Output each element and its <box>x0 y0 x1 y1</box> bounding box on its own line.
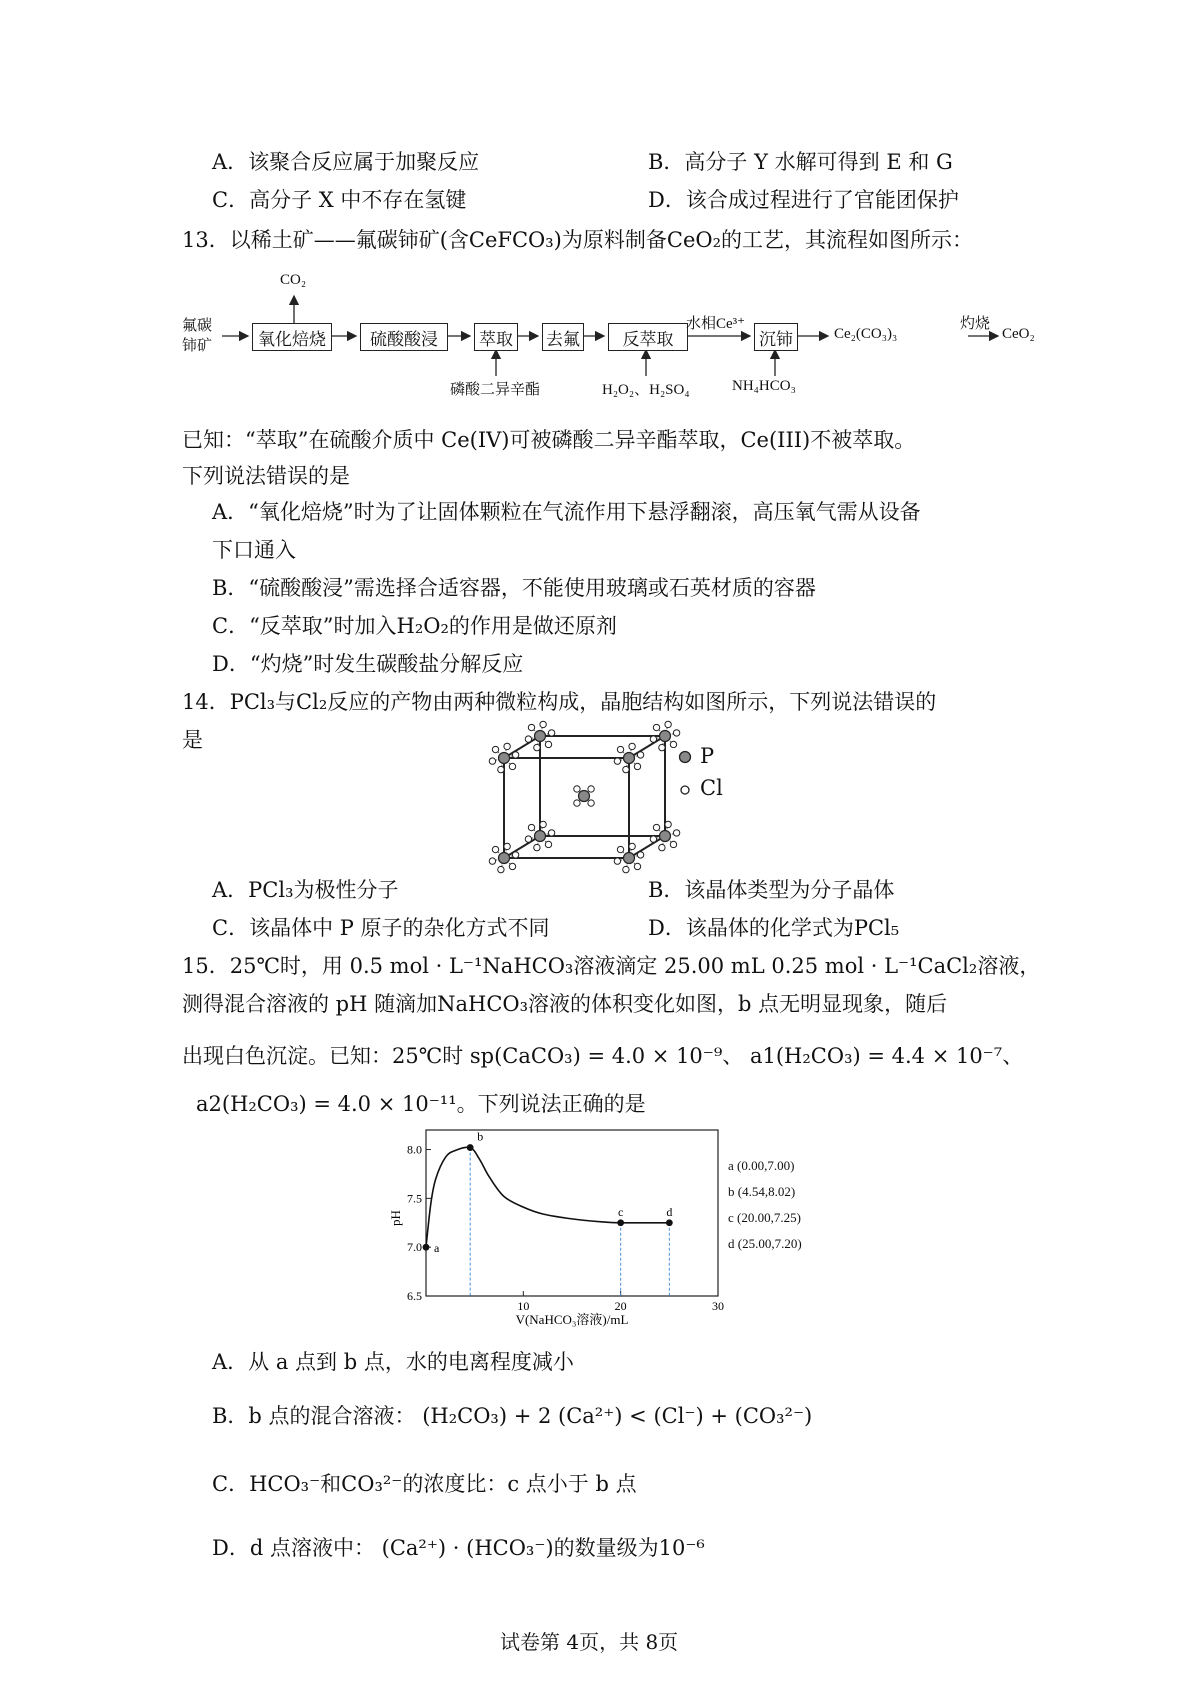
cl-atom <box>623 866 629 872</box>
q12-option-a: A．该聚合反应属于加聚反应 <box>212 150 480 174</box>
q15-option-d: D．d 点溶液中： (Ca²⁺) · (HCO₃⁻)的数量级为10⁻⁶ <box>212 1536 705 1560</box>
point-label-b: b <box>477 1129 484 1144</box>
cl-atom <box>637 852 643 858</box>
q13-stem: 13．以稀土矿——氟碳铈矿(含CeFCO₃)为原料制备CeO₂的工艺，其流程如图所示： <box>182 228 974 252</box>
cl-atom <box>540 821 546 827</box>
q13-option-d: D．“灼烧”时发生碳酸盐分解反应 <box>212 652 524 676</box>
cl-atom <box>665 721 671 727</box>
q13-option-c: C．“反萃取”时加入H₂O₂的作用是做还原剂 <box>212 614 617 638</box>
page-footer: 试卷第 4页，共 8页 <box>500 1630 679 1654</box>
flow-reagent-extractant: 磷酸二异辛酯 <box>450 382 541 398</box>
q13-ask: 下列说法错误的是 <box>182 464 350 488</box>
point-marker-d <box>666 1219 673 1226</box>
flow-aqueous-label: 水相Ce³⁺ <box>686 316 746 332</box>
flow-step-defluorination: 去氟 <box>542 323 584 351</box>
p-atom <box>579 791 590 802</box>
point-marker-b <box>467 1144 474 1151</box>
y-tick-label: 7.5 <box>407 1191 422 1206</box>
chart-note-b: b (4.54,8.02) <box>728 1184 796 1199</box>
chart-x-axis-label: V(NaHCO₃溶液)/mL <box>515 1312 629 1327</box>
point-label-d: d <box>666 1204 673 1219</box>
flow-product-ceo2: CeO₂ <box>1002 326 1035 342</box>
q15-option-c: C．HCO₃⁻和CO₃²⁻的浓度比：c 点小于 b 点 <box>212 1472 637 1496</box>
flow-step-ce-precipitation: 沉铈 <box>754 323 798 351</box>
pcl6-anion-corner <box>525 721 555 751</box>
cl-atom <box>534 844 540 850</box>
cl-atom <box>670 841 676 847</box>
pcl6-anion-corner <box>489 743 519 773</box>
cl-atom <box>629 843 635 849</box>
cl-atom <box>534 744 540 750</box>
cl-atom <box>540 721 546 727</box>
pcl6-anion-corner <box>614 843 644 873</box>
flow-step-back-extraction: 反萃取 <box>608 323 688 351</box>
cl-atom <box>509 763 515 769</box>
pcl6-anion-corner <box>650 821 680 851</box>
cl-atom <box>545 841 551 847</box>
legend-cl-label: Cl <box>700 776 723 800</box>
cl-atom <box>512 852 518 858</box>
p-atom <box>624 753 635 764</box>
pcl6-anion-corner <box>650 721 680 751</box>
pcl4-cation-center <box>574 786 595 807</box>
q13-option-a-line1: A．“氧化焙烧”时为了让固体颗粒在气流作用下悬浮翻滚，高压氧气需从设备 <box>212 500 921 524</box>
y-tick-label: 7.0 <box>407 1240 422 1255</box>
x-tick-label: 10 <box>517 1299 530 1313</box>
q15-option-a: A．从 a 点到 b 点，水的电离程度减小 <box>212 1350 574 1374</box>
cl-atom <box>637 752 643 758</box>
cl-atom <box>650 836 656 842</box>
cl-atom <box>665 821 671 827</box>
cl-atom <box>650 736 656 742</box>
cl-atom <box>545 741 551 747</box>
q14-option-c: C．该晶体中 P 原子的杂化方式不同 <box>212 916 550 940</box>
flow-burn-label: 灼烧 <box>960 316 991 332</box>
cl-atom <box>634 863 640 869</box>
p-atom <box>660 831 671 842</box>
flow-step-acid-leach: 硫酸酸浸 <box>360 323 448 351</box>
q13-option-b: B．“硫酸酸浸”需选择合适容器，不能使用玻璃或石英材质的容器 <box>212 576 816 600</box>
cl-atom <box>673 830 679 836</box>
chart-note-c: c (20.00,7.25) <box>728 1210 801 1225</box>
q15-stem-line1: 15．25℃时，用 0.5 mol · L⁻¹NaHCO₃溶液滴定 25.00 mL 0.25 mol · L⁻¹CaCl₂溶液， <box>182 954 1041 978</box>
y-tick-label: 6.5 <box>407 1289 422 1303</box>
x-tick-label: 30 <box>712 1299 724 1313</box>
cl-atom <box>489 858 495 864</box>
q12-option-c: C．高分子 X 中不存在氢键 <box>212 188 467 212</box>
cl-atom <box>653 824 659 830</box>
q15-stem-line4: a2(H₂CO₃) = 4.0 × 10⁻¹¹。下列说法正确的是 <box>196 1092 646 1116</box>
cl-atom <box>659 744 665 750</box>
cl-atom <box>574 786 580 792</box>
cl-atom <box>525 736 531 742</box>
point-marker-c <box>617 1219 624 1226</box>
cl-atom <box>623 766 629 772</box>
cl-atom-legend-icon <box>678 783 692 797</box>
cl-atom <box>528 724 534 730</box>
cl-atom <box>588 786 594 792</box>
cl-atom <box>498 766 504 772</box>
cl-atom <box>614 858 620 864</box>
cl-atom <box>574 800 580 806</box>
q13-known: 已知：“萃取”在硫酸介质中 Ce(IV)可被磷酸二异辛酯萃取，Ce(III)不被萃取。 <box>182 428 916 452</box>
flow-product-ce2co3: Ce₂(CO₃)₃ <box>834 326 898 342</box>
q14-option-a: A．PCl₃为极性分子 <box>212 878 399 902</box>
q14-stem-line1: 14．PCl₃与Cl₂反应的产物由两种微粒构成，晶胞结构如图所示，下列说法错误的 <box>182 690 937 714</box>
cl-atom <box>509 863 515 869</box>
flow-start-label-2: 铈矿 <box>182 338 213 354</box>
q12-option-b: B．高分子 Y 水解可得到 E 和 G <box>648 150 953 174</box>
q15-stem-line3: 出现白色沉淀。已知：25℃时 sp(CaCO₃) = 4.0 × 10⁻⁹、 a1(H₂CO₃) = 4.4 × 10⁻⁷、 <box>182 1044 1024 1068</box>
p-atom <box>535 831 546 842</box>
chart-point-notes <box>728 1158 802 1262</box>
chart-y-axis-label: pH <box>388 1210 403 1226</box>
q14-option-d: D．该晶体的化学式为PCl₅ <box>648 916 900 940</box>
q13-flowchart <box>180 270 1040 410</box>
cl-atom <box>617 846 623 852</box>
pcl6-anion-corner <box>525 821 555 851</box>
cl-atom <box>617 746 623 752</box>
pcl6-anion-corner <box>614 743 644 773</box>
flow-step-oxidation-roast: 氧化焙烧 <box>252 323 332 351</box>
q13-option-a-line2: 下口通入 <box>212 538 296 562</box>
legend-p-label: P <box>700 744 715 768</box>
cl-atom <box>548 730 554 736</box>
flow-start-label-1: 氟碳 <box>182 318 213 334</box>
q15-stem-line2: 测得混合溶液的 pH 随滴加NaHCO₃溶液的体积变化如图，b 点无明显现象，随后 <box>182 992 948 1016</box>
cl-atom <box>629 743 635 749</box>
cl-atom <box>670 741 676 747</box>
p-atom <box>535 731 546 742</box>
p-atom-legend-icon <box>678 750 692 764</box>
cl-atom <box>492 746 498 752</box>
cl-atom <box>498 866 504 872</box>
cl-atom <box>614 758 620 764</box>
crystal-cell-drawing <box>482 728 682 864</box>
cl-atom <box>525 836 531 842</box>
flow-reagent-h2o2: H₂O₂、H₂SO₄ <box>602 382 690 398</box>
cl-atom <box>528 824 534 830</box>
x-tick-label: 20 <box>614 1299 627 1313</box>
q12-option-d: D．该合成过程进行了官能团保护 <box>648 188 959 212</box>
p-atom <box>499 853 510 864</box>
point-label-c: c <box>618 1204 624 1219</box>
cl-atom <box>634 763 640 769</box>
cl-atom <box>504 743 510 749</box>
cl-atom <box>659 844 665 850</box>
p-atom <box>624 853 635 864</box>
cl-atom <box>489 758 495 764</box>
y-tick-label: 8.0 <box>407 1142 422 1157</box>
ph-curve <box>426 1147 669 1247</box>
flow-co2-label: CO₂ <box>280 272 307 288</box>
flow-step-extraction: 萃取 <box>474 323 518 351</box>
q14-stem-line2: 是 <box>182 728 203 752</box>
cl-atom <box>492 846 498 852</box>
cl-atom <box>504 843 510 849</box>
pcl6-anion-corner <box>489 843 519 873</box>
cl-atom <box>588 800 594 806</box>
chart-note-d: d (25.00,7.20) <box>728 1236 802 1251</box>
cl-atom <box>673 730 679 736</box>
cl-atom <box>653 724 659 730</box>
q14-crystal-figure <box>482 728 742 864</box>
q15-option-b: B．b 点的混合溶液： (H₂CO₃) + 2 (Ca²⁺) < (Cl⁻) + (CO₃²⁻) <box>212 1404 813 1428</box>
p-atom <box>499 753 510 764</box>
cl-atom <box>512 752 518 758</box>
point-label-a: a <box>434 1241 440 1256</box>
cl-atom <box>548 830 554 836</box>
p-atom <box>660 731 671 742</box>
chart-note-a: a (0.00,7.00) <box>728 1158 795 1173</box>
q14-option-b: B．该晶体类型为分子晶体 <box>648 878 895 902</box>
flow-reagent-nh4hco3: NH₄HCO₃ <box>732 378 796 394</box>
point-marker-a <box>423 1244 430 1251</box>
